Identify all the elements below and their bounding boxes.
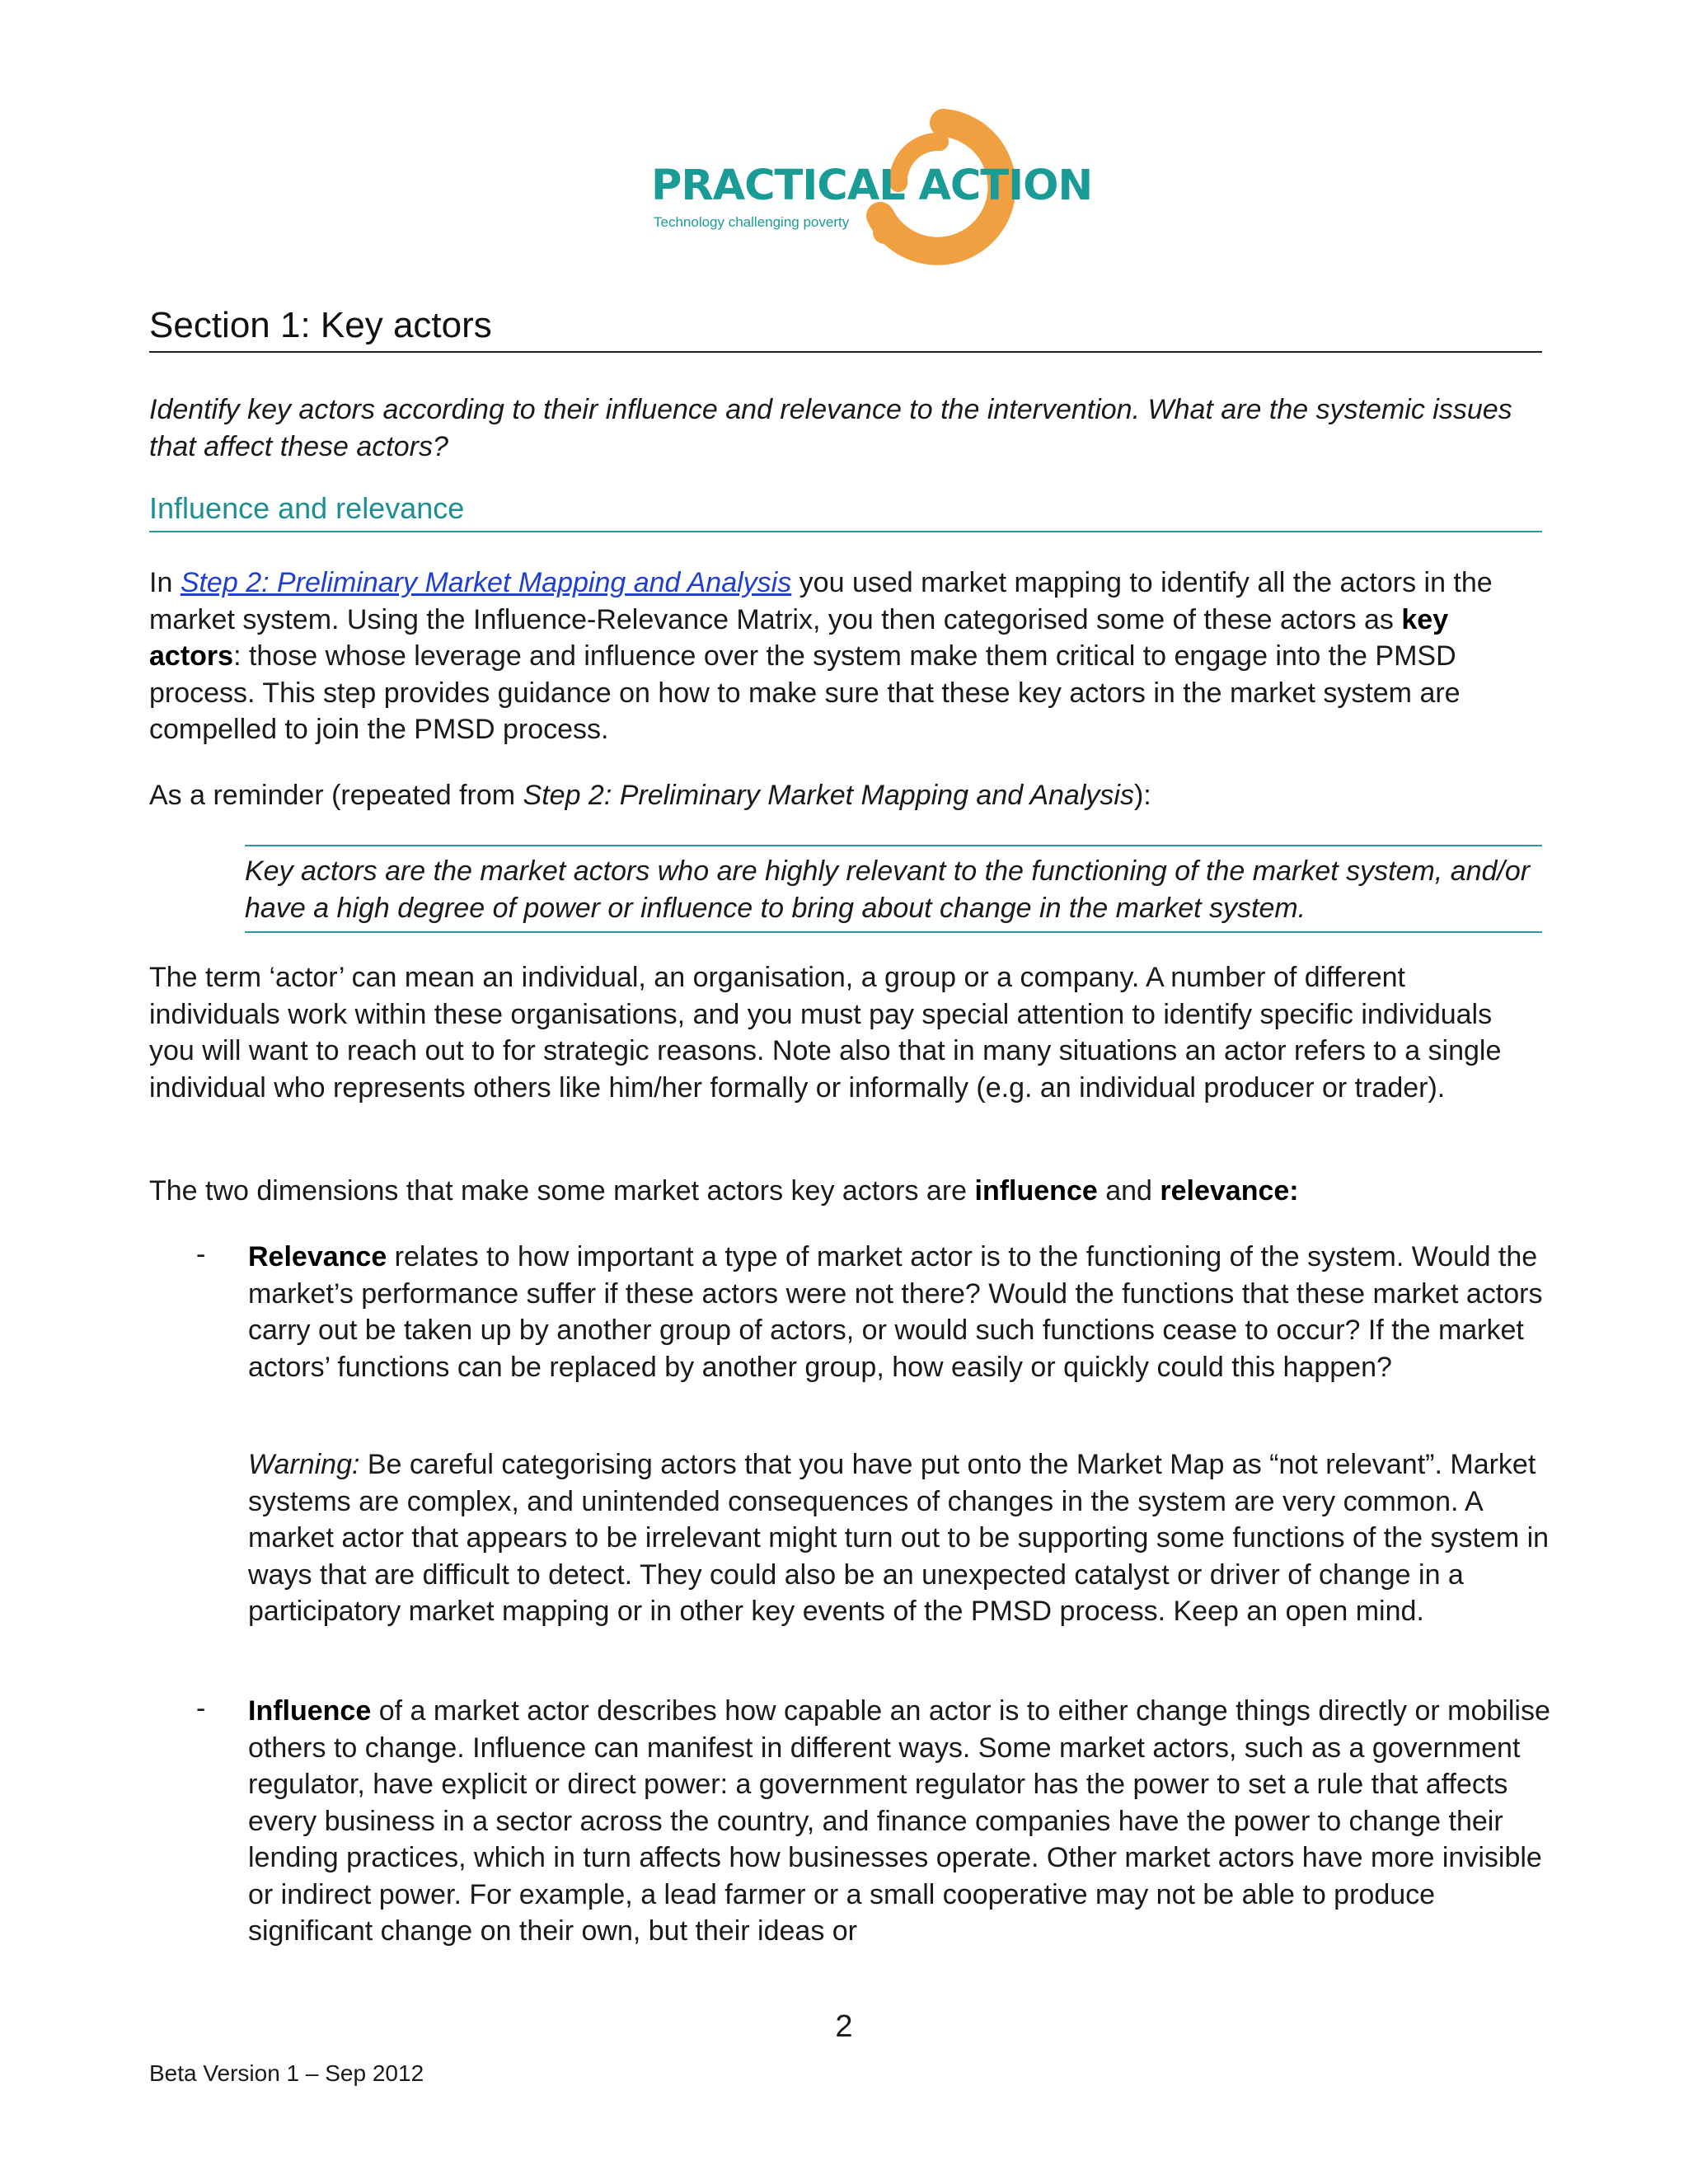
intro-question: Identify key actors according to their influence and relevance to the intervention. What are the systemic issues that affect these actors? <box>149 394 1512 462</box>
paragraph-actor-term: The term ‘actor’ can mean an individual, an organisation, a group or a company. A number of different individuals work within these organisations, and you must pay special attention to identify specific individuals you will want to reach out to for strategic reasons. Note also that in many situations an actor refers to a single individual who represents others like him/her formally or informally (e.g. an individual producer or trader). <box>149 962 1502 1104</box>
practical-action-logo <box>651 92 1093 267</box>
section-title: Section 1: Key actors <box>149 305 1542 353</box>
paragraph-dimensions: The two dimensions that make some market actors key actors are influence and relevance: <box>149 1175 1299 1207</box>
page-number: 2 <box>835 2009 853 2044</box>
logo-tagline: Technology challenging poverty <box>654 214 850 230</box>
key-actors-term: key actors <box>149 603 1449 672</box>
step2-link[interactable]: Step 2: Preliminary Market Mapping and Analysis <box>180 567 792 598</box>
paragraph-reminder: As a reminder (repeated from Step 2: Preliminary Market Mapping and Analysis): <box>149 780 1151 811</box>
subheading: Influence and relevance <box>149 491 1542 532</box>
logo-wordmark: PRACTICAL ACTION <box>651 162 1093 210</box>
footer-version: Beta Version 1 – Sep 2012 <box>149 2060 424 2086</box>
bullet-marker: - <box>196 1693 206 1724</box>
list-item-relevance: Relevance relates to how important a type of market actor is to the functioning of the system. Would the market’s performance suffer if these actors were not there? Would the functions that these market actors carry out be taken up by another group of actors, or would such functions cease to occur? If the market actors’ functions can be replaced by another group, how easily or quickly could this happen? <box>248 1241 1543 1383</box>
bullet-marker: - <box>196 1239 206 1270</box>
definition-callout: Key actors are the market actors who are highly relevant to the functioning of the market system, and/or have a high degree of power or influence to bring about change in the market system. <box>245 845 1542 933</box>
list-item-influence: Influence of a market actor describes how capable an actor is to either change things directly or mobilise others to change. Influence can manifest in different ways. Some market actors, such as a government regulator, have explicit or direct power: a government regulator has the power to set a rule that affects every business in a sector across the country, and finance companies have the power to change their lending practices, which in turn affects how businesses operate. Other market actors have more invisible or indirect power. For example, a lead farmer or a small cooperative may not be able to produce significant change on their own, but their ideas or <box>248 1695 1550 1947</box>
paragraph-step2: In Step 2: Preliminary Market Mapping and Analysis you used market mapping to identify all the actors in the market system. Using the Influence-Relevance Matrix, you then categorised some of these actors as key actors: those whose leverage and influence over the system make them critical to engage into the PMSD process. This step provides guidance on how to make sure that these key actors in the market system are compelled to join the PMSD process. <box>149 567 1493 745</box>
warning-note: Warning: Be careful categorising actors that you have put onto the Market Map as “not relevant”. Market systems are complex, and unintended consequences of changes in the system are very common. A market actor that appears to be irrelevant might turn out to be supporting some functions of the system in ways that are difficult to detect. They could also be an unexpected catalyst or driver of change in a participatory market mapping or in other key events of the PMSD process. Keep an open mind. <box>248 1449 1550 1627</box>
